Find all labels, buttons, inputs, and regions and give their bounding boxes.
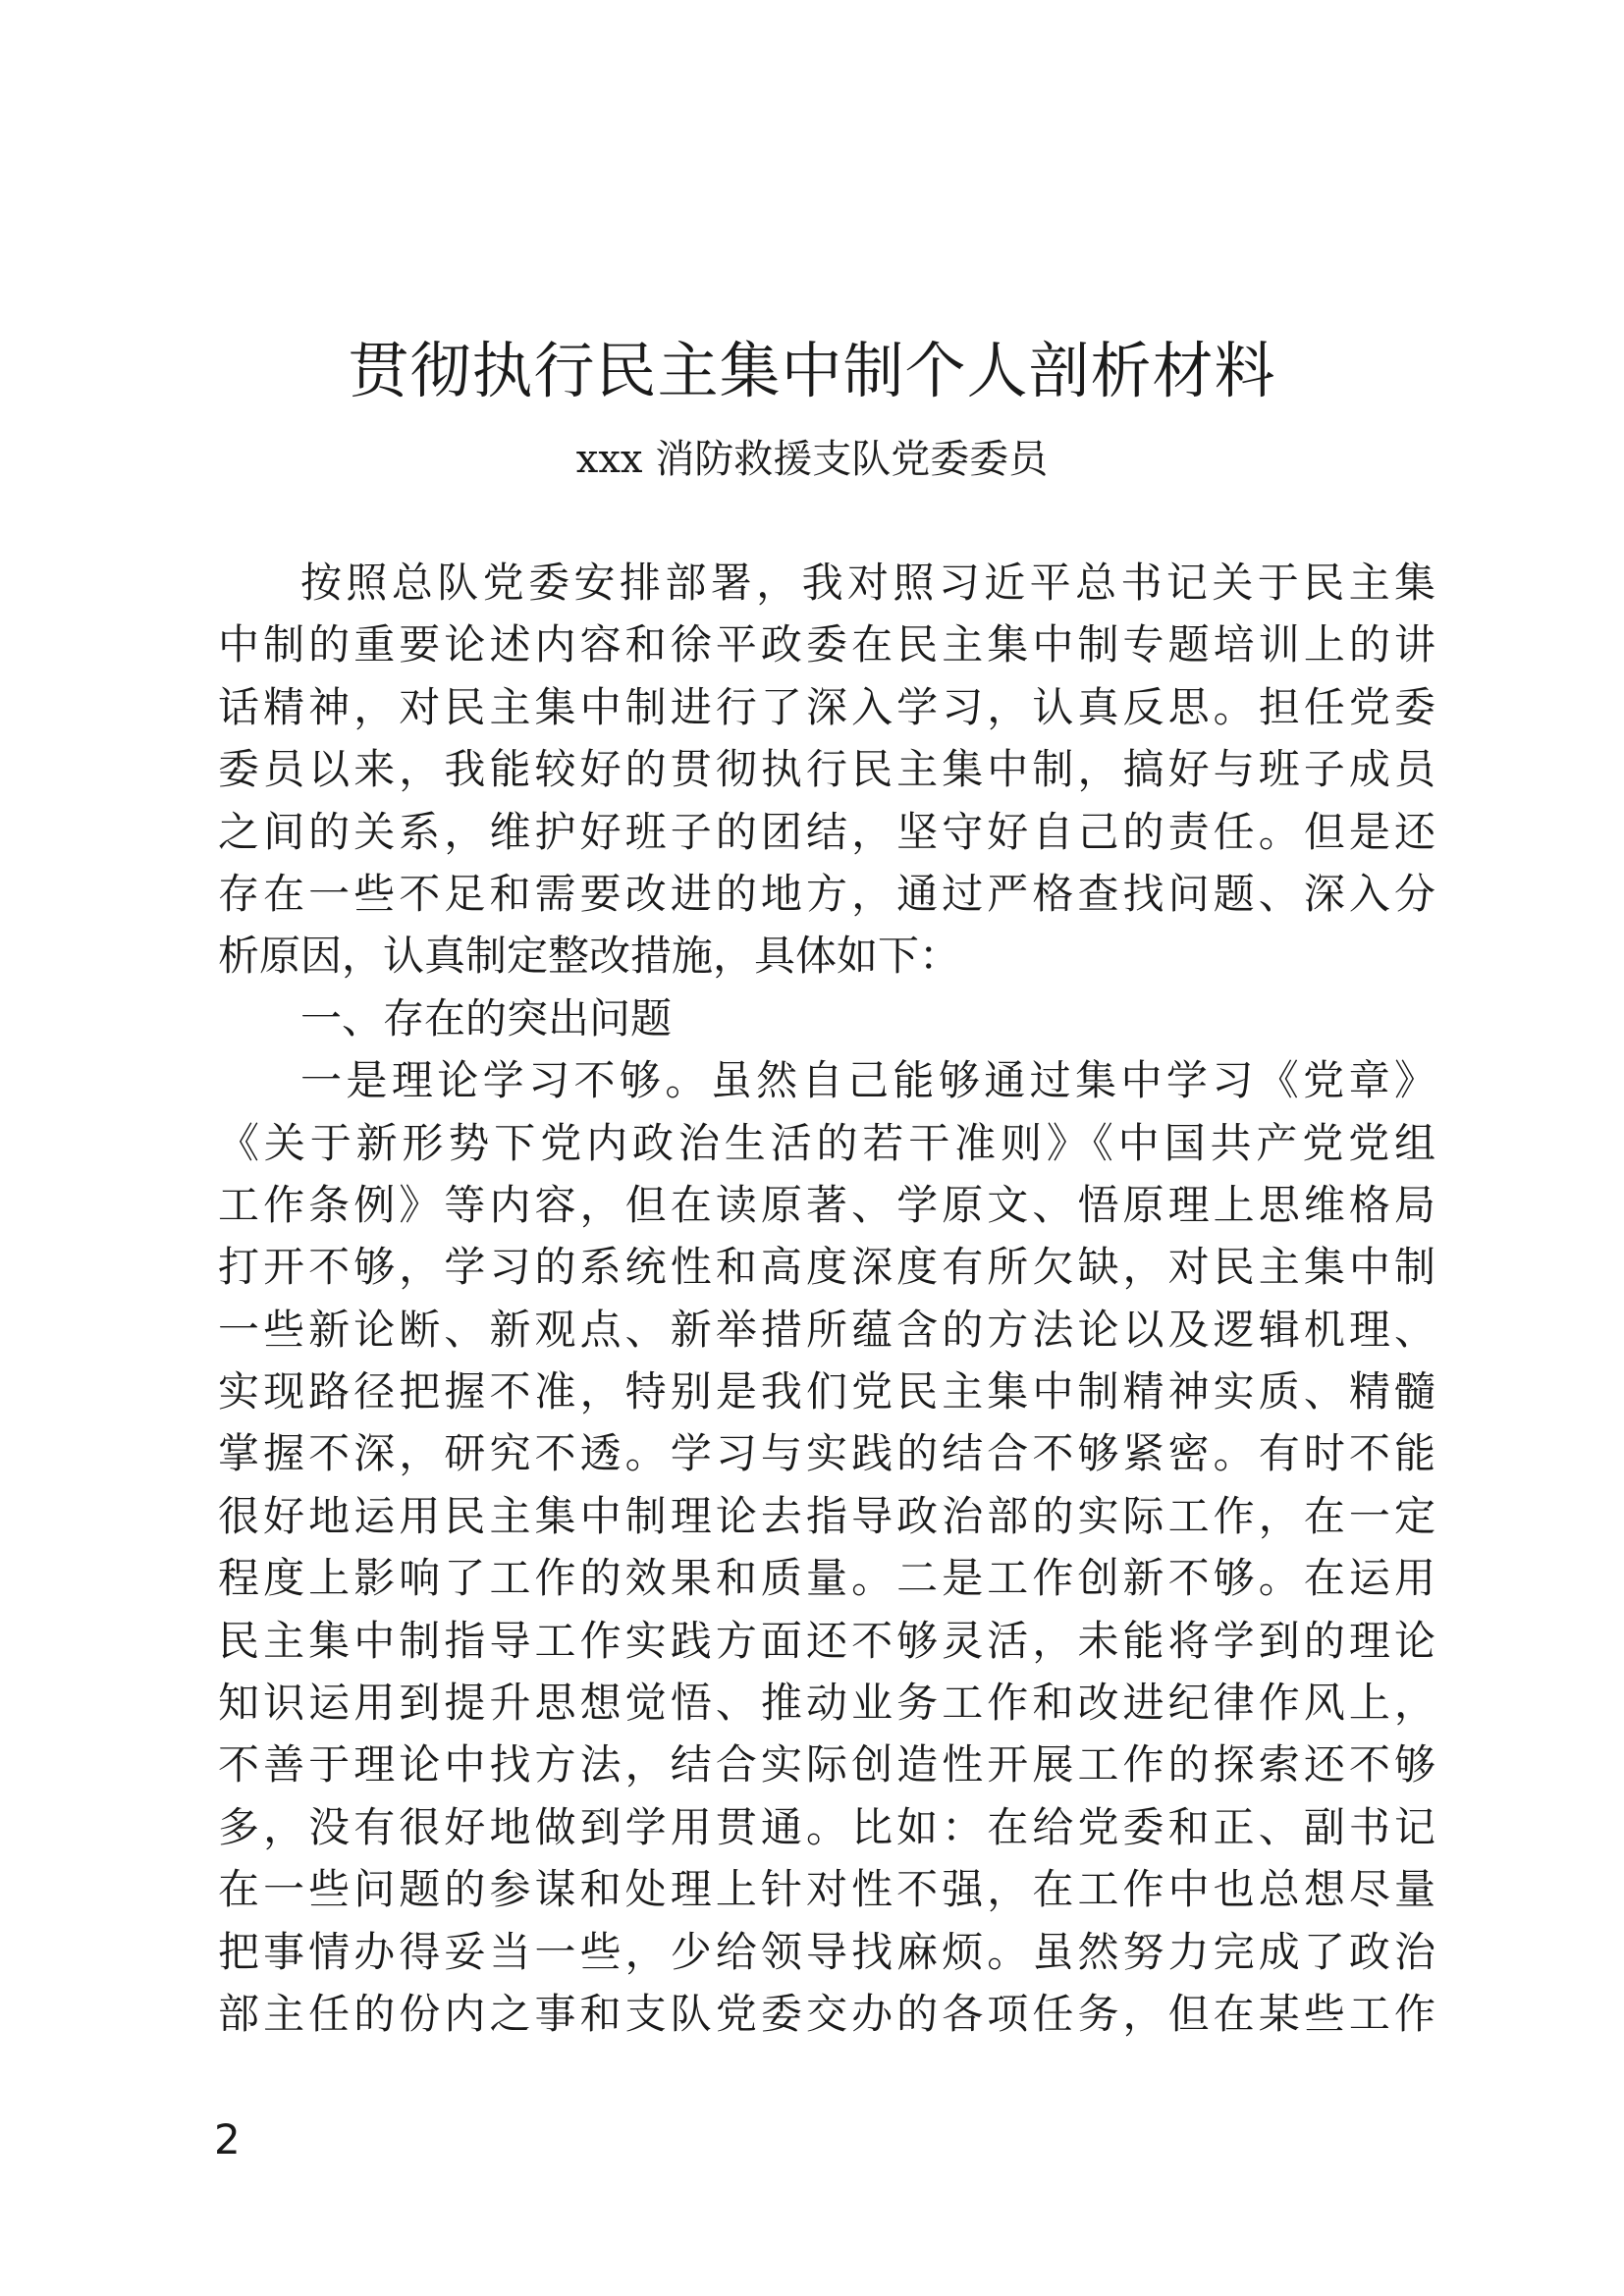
text-line: 《关于新形势下党内政治生活的若干准则》《中国共产党党组 — [218, 1118, 1435, 1167]
text-line: 不善于理论中找方法，结合实际创造性开展工作的探索还不够 — [218, 1740, 1435, 1789]
document-subtitle — [0, 432, 1624, 487]
text-line: 把事情办得妥当一些，少给领导找麻烦。虽然努力完成了政治 — [218, 1927, 1435, 1976]
body-text — [218, 552, 1435, 2045]
text-line: 实现路径把握不准，特别是我们党民主集中制精神实质、精髓 — [218, 1367, 1435, 1416]
text-line: 很好地运用民主集中制理论去指导政治部的实际工作，在一定 — [218, 1491, 1435, 1540]
text-line: 一是理论学习不够。虽然自己能够通过集中学习《党章》 — [300, 1056, 1435, 1105]
text-line: 委员以来，我能较好的贯彻执行民主集中制，搞好与班子成员 — [218, 745, 1435, 794]
author-prefix: xxx — [575, 437, 643, 482]
section-heading: 一、存在的突出问题 — [300, 993, 673, 1042]
text-line: 中制的重要论述内容和徐平政委在民主集中制专题培训上的讲 — [218, 620, 1435, 669]
text-line: 部主任的份内之事和支队党委交办的各项任务，但在某些工作 — [218, 1989, 1435, 2038]
text-line: 之间的关系，维护好班子的团结，坚守好自己的责任。但是还 — [218, 807, 1435, 856]
text-line: 按照总队党委安排部署，我对照习近平总书记关于民主集 — [300, 559, 1435, 607]
author-affiliation: 消防救援支队党委委员 — [642, 437, 1049, 482]
text-line: 民主集中制指导工作实践方面还不够灵活，未能将学到的理论 — [218, 1616, 1435, 1665]
text-line: 析原因，认真制定整改措施，具体如下： — [218, 932, 961, 981]
text-line: 存在一些不足和需要改进的地方，通过严格查找问题、深入分 — [218, 869, 1435, 918]
text-line: 打开不够，学习的系统性和高度深度有所欠缺，对民主集中制 — [218, 1243, 1435, 1292]
page-number: 2 — [214, 2115, 241, 2163]
document-title: 贯彻执行民主集中制个人剖析材料 — [348, 335, 1276, 406]
text-line: 工作条例》等内容，但在读原著、学原文、悟原理上思维格局 — [218, 1180, 1435, 1229]
text-line: 一些新论断、新观点、新举措所蕴含的方法论以及逻辑机理、 — [218, 1305, 1435, 1354]
text-line: 掌握不深，研究不透。学习与实践的结合不够紧密。有时不能 — [218, 1429, 1435, 1478]
text-line: 在一些问题的参谋和处理上针对性不强，在工作中也总想尽量 — [218, 1865, 1435, 1914]
text-line: 话精神，对民主集中制进行了深入学习，认真反思。担任党委 — [218, 682, 1435, 731]
text-line: 多，没有很好地做到学用贯通。比如：在给党委和正、副书记 — [218, 1802, 1435, 1851]
text-line: 知识运用到提升思想觉悟、推动业务工作和改进纪律作风上， — [218, 1679, 1435, 1728]
text-line: 程度上影响了工作的效果和质量。二是工作创新不够。在运用 — [218, 1554, 1435, 1603]
